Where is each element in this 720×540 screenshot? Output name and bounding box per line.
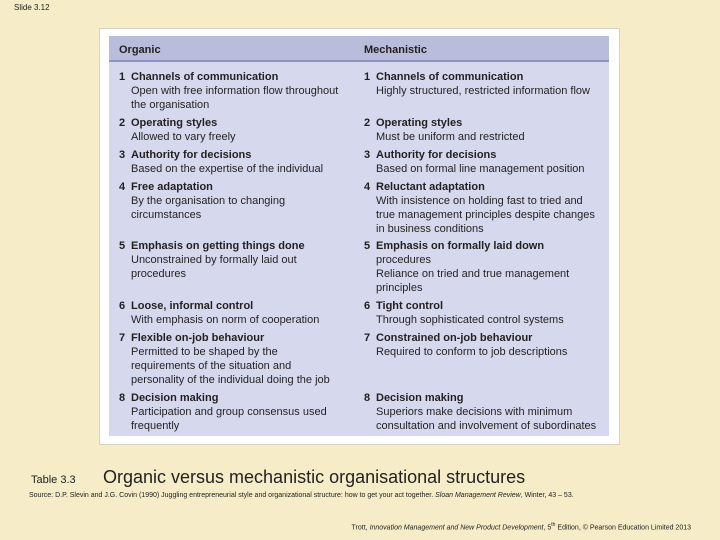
source-text: Source: D.P. Slevin and J.G. Covin (1990) Juggling entrepreneurial style and organizational structure: how to get your act together.: [29, 492, 434, 499]
organic-item-1: [119, 70, 359, 112]
organic-item-4: [119, 180, 359, 222]
footer-publisher: Edition, © Pearson Education Limited 2013: [557, 524, 691, 532]
item-number: 2: [119, 117, 126, 129]
item-title: Decision making: [376, 392, 464, 404]
item-description: Superiors make decisions with minimum consultation and involvement of subordinates: [376, 406, 597, 432]
header-mechanistic: Mechanistic: [364, 44, 427, 56]
item-title: Operating styles: [131, 117, 218, 129]
item-title: Free adaptation: [131, 181, 213, 193]
item-title: Decision making: [131, 392, 219, 404]
item-number: 6: [364, 300, 371, 312]
item-title: Emphasis on getting things done: [131, 240, 305, 252]
organic-item-5: [119, 239, 359, 281]
item-title: Channels of communication: [131, 71, 279, 83]
organic-item-3: [119, 148, 359, 176]
item-title: Reluctant adaptation: [376, 181, 485, 193]
footer-author: Trott,: [351, 524, 368, 532]
item-description: With insistence on holding fast to tried and true management principles despite changes in business conditions: [376, 195, 595, 235]
item-title: Flexible on-job behaviour: [131, 332, 265, 344]
organic-item-6: [119, 299, 359, 327]
table-body: [109, 36, 609, 436]
mechanistic-item-3: [364, 148, 604, 176]
footer-edition-number: 5: [547, 524, 552, 532]
item-number: 1: [364, 71, 371, 83]
item-title: Constrained on-job behaviour: [376, 332, 533, 344]
item-description: Through sophisticated control systems: [376, 314, 564, 326]
item-title: Authority for decisions: [376, 149, 497, 161]
item-number: 8: [119, 392, 126, 404]
item-title: Emphasis on formally laid down: [376, 240, 545, 252]
item-description: Unconstrained by formally laid out procedures: [131, 254, 297, 280]
mechanistic-item-7: [364, 331, 604, 359]
organic-item-2: [119, 116, 359, 144]
item-description: By the organisation to changing circumstances: [131, 195, 286, 221]
item-title: Tight control: [376, 300, 444, 312]
organic-item-8: [119, 391, 359, 433]
item-description: With emphasis on norm of cooperation: [131, 314, 320, 326]
footer-copyright: Trott, Innovation Management and New Product Development, 5th Edition, © Pearson Education Limited 2013: [351, 522, 691, 532]
source-details: , Winter, 43 – 53.: [520, 492, 574, 499]
item-title: Operating styles: [376, 117, 463, 129]
item-number: 3: [119, 149, 126, 161]
item-description: Required to conform to job descriptions: [376, 346, 568, 358]
header-organic: Organic: [119, 44, 161, 56]
item-title: Loose, informal control: [131, 300, 254, 312]
item-title: Channels of communication: [376, 71, 524, 83]
item-number: 1: [119, 71, 126, 83]
mechanistic-item-2: [364, 116, 604, 144]
source-journal: Sloan Management Review: [435, 492, 521, 499]
item-title: Authority for decisions: [131, 149, 252, 161]
item-number: 4: [119, 181, 126, 193]
item-description: procedures Reliance on tried and true management principles: [376, 254, 570, 294]
item-number: 7: [119, 332, 126, 344]
item-description: Must be uniform and restricted: [376, 131, 525, 143]
item-number: 5: [364, 240, 371, 252]
table-caption-title: Organic versus mechanistic organisational structures: [103, 467, 526, 487]
item-number: 4: [364, 181, 371, 193]
item-number: 6: [119, 300, 126, 312]
item-number: 5: [119, 240, 126, 252]
item-description: Participation and group consensus used frequently: [131, 406, 327, 432]
comparison-table: [99, 28, 620, 445]
mechanistic-item-5: [364, 239, 604, 295]
item-number: 2: [364, 117, 371, 129]
item-description: Permitted to be shaped by the requirements of the situation and personality of the individual doing the job: [131, 346, 330, 386]
item-number: 7: [364, 332, 371, 344]
item-description: Allowed to vary freely: [131, 131, 236, 143]
organic-item-7: [119, 331, 359, 387]
table-caption-label: Table 3.3: [31, 474, 76, 486]
mechanistic-item-6: [364, 299, 604, 327]
footer-book-title: Innovation Management and New Product Development: [369, 524, 544, 532]
mechanistic-item-8: [364, 391, 604, 433]
item-description: Based on formal line management position: [376, 163, 585, 175]
footer-edition-suffix: th: [551, 522, 556, 528]
item-number: 8: [364, 392, 371, 404]
item-number: 3: [364, 149, 371, 161]
slide-number: Slide 3.12: [14, 3, 50, 12]
mechanistic-item-4: [364, 180, 604, 236]
source-citation: [29, 492, 574, 499]
item-description: Based on the expertise of the individual: [131, 163, 324, 175]
mechanistic-item-1: [364, 70, 604, 98]
table-header: [109, 36, 609, 62]
item-description: Highly structured, restricted information flow: [376, 85, 590, 97]
item-description: Open with free information flow throughout the organisation: [131, 85, 339, 111]
